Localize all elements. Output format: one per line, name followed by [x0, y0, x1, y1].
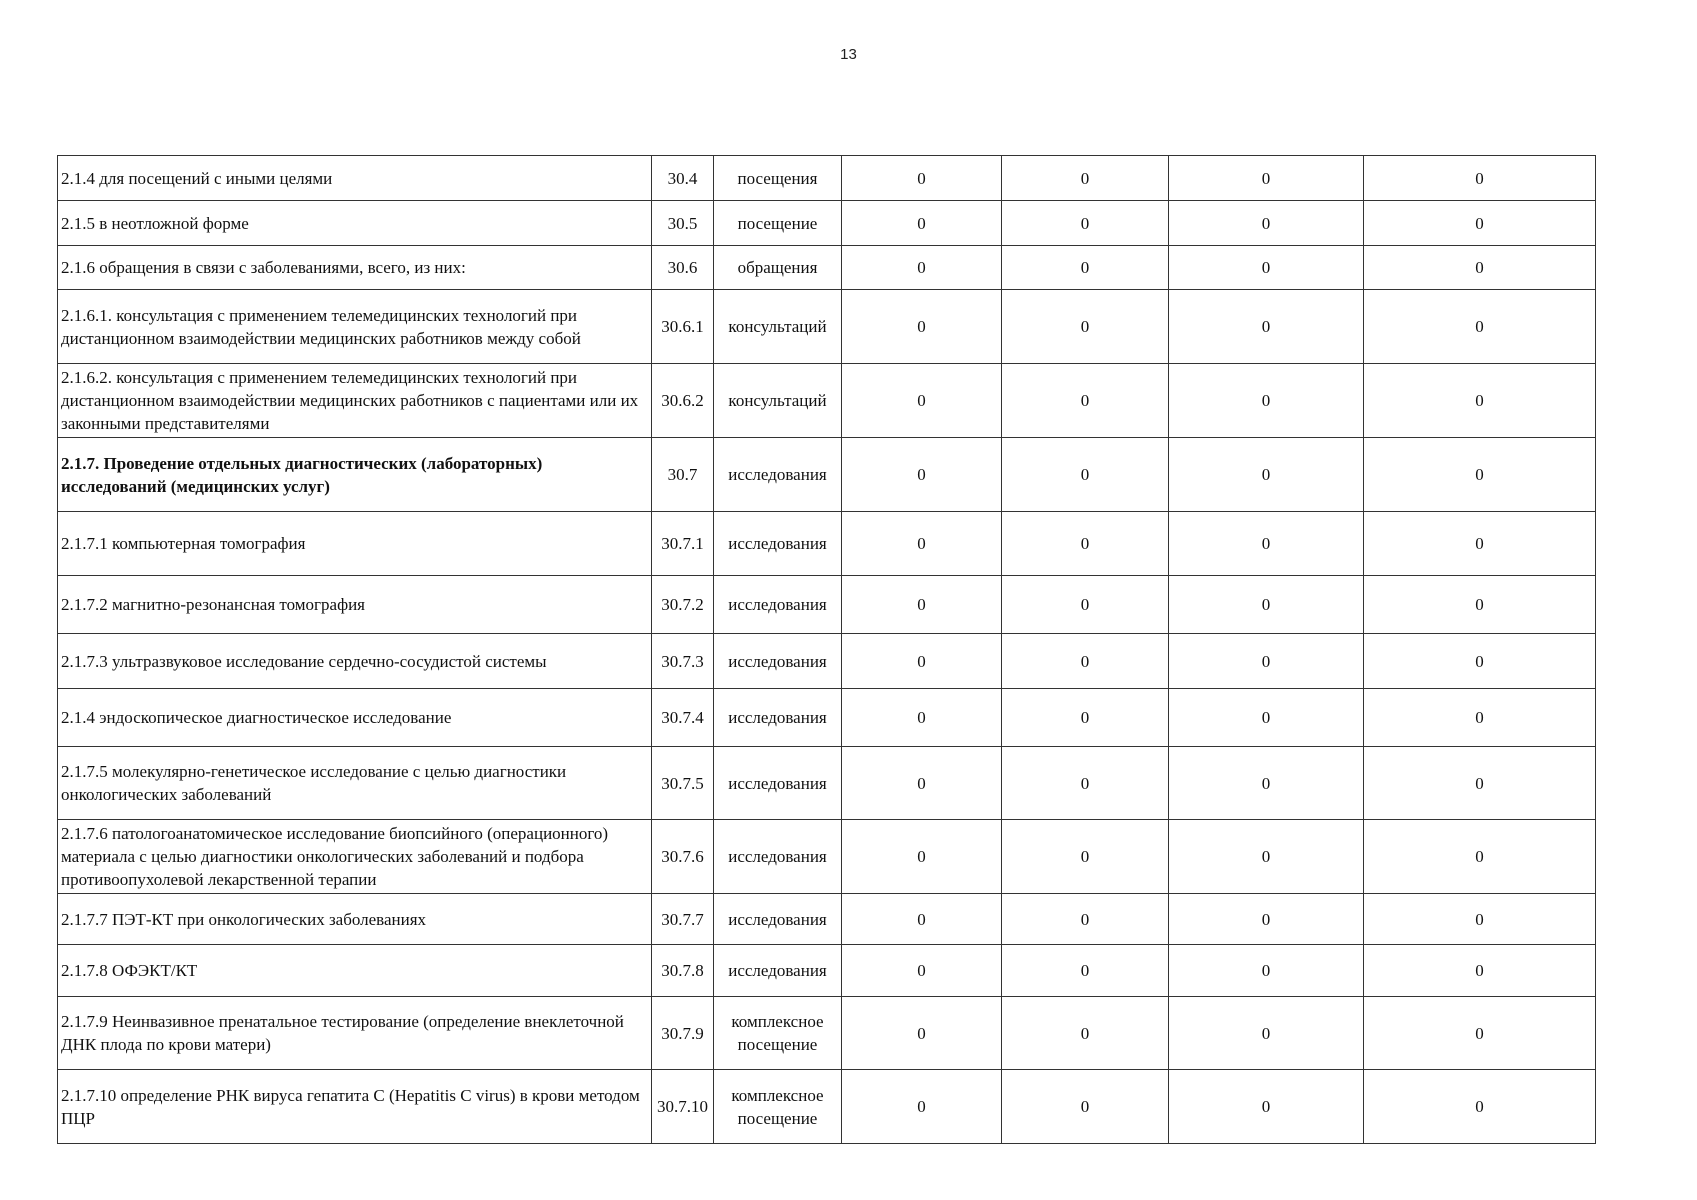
row-value-cell: 0 — [842, 246, 1002, 290]
row-name-cell: 2.1.7.10 определение РНК вируса гепатита С (Hepatitis C virus) в крови методом ПЦР — [58, 1070, 652, 1144]
row-value-cell: 0 — [842, 201, 1002, 246]
row-code-cell: 30.7.7 — [652, 894, 714, 945]
row-value-cell: 0 — [1169, 1070, 1364, 1144]
row-code-cell: 30.7.2 — [652, 576, 714, 634]
row-code-cell: 30.7.6 — [652, 820, 714, 894]
row-value-cell: 0 — [1002, 634, 1169, 689]
table-row — [58, 894, 1596, 945]
row-code-cell: 30.6 — [652, 246, 714, 290]
row-code-cell: 30.7.4 — [652, 689, 714, 747]
row-unit-cell: консультаций — [714, 364, 842, 438]
row-name-cell: 2.1.6.2. консультация с применением телемедицинских технологий при дистанционном взаимодействии медицинских работников с пациентами или их законными представителями — [58, 364, 652, 438]
row-value-cell: 0 — [1364, 512, 1596, 576]
row-code-cell: 30.7.1 — [652, 512, 714, 576]
row-value-cell: 0 — [1169, 512, 1364, 576]
row-unit-cell: исследования — [714, 894, 842, 945]
row-value-cell: 0 — [1364, 747, 1596, 820]
table-row — [58, 634, 1596, 689]
row-name-cell: 2.1.7.8 ОФЭКТ/КТ — [58, 945, 652, 997]
data-table — [57, 155, 1596, 1144]
row-value-cell: 0 — [842, 997, 1002, 1070]
row-code-cell: 30.7 — [652, 438, 714, 512]
row-value-cell: 0 — [842, 634, 1002, 689]
row-unit-cell: исследования — [714, 576, 842, 634]
row-unit-cell: посещение — [714, 201, 842, 246]
row-unit-cell: комплексное посещение — [714, 1070, 842, 1144]
row-value-cell: 0 — [842, 512, 1002, 576]
row-value-cell: 0 — [842, 945, 1002, 997]
row-value-cell: 0 — [1002, 246, 1169, 290]
row-value-cell: 0 — [842, 576, 1002, 634]
row-value-cell: 0 — [842, 290, 1002, 364]
table-row — [58, 438, 1596, 512]
row-unit-cell: консультаций — [714, 290, 842, 364]
table-row — [58, 689, 1596, 747]
row-unit-cell: исследования — [714, 747, 842, 820]
row-value-cell: 0 — [1364, 820, 1596, 894]
table-row — [58, 246, 1596, 290]
row-value-cell: 0 — [842, 438, 1002, 512]
row-value-cell: 0 — [1002, 438, 1169, 512]
row-name-cell: 2.1.7.6 патологоанатомическое исследование биопсийного (операционного) материала с целью диагностики онкологических заболеваний и подбора противоопухолевой лекарственной терапии — [58, 820, 652, 894]
row-name-cell: 2.1.7. Проведение отдельных диагностических (лабораторных) исследований (медицинских услуг) — [58, 438, 652, 512]
row-unit-cell: обращения — [714, 246, 842, 290]
row-name-cell: 2.1.5 в неотложной форме — [58, 201, 652, 246]
table-row — [58, 201, 1596, 246]
row-value-cell: 0 — [1364, 201, 1596, 246]
row-value-cell: 0 — [1364, 438, 1596, 512]
row-code-cell: 30.7.9 — [652, 997, 714, 1070]
row-value-cell: 0 — [1002, 997, 1169, 1070]
table-row — [58, 364, 1596, 438]
row-value-cell: 0 — [1169, 201, 1364, 246]
table-row — [58, 997, 1596, 1070]
row-value-cell: 0 — [1364, 1070, 1596, 1144]
row-value-cell: 0 — [842, 820, 1002, 894]
table-row — [58, 945, 1596, 997]
row-value-cell: 0 — [1169, 576, 1364, 634]
table-row — [58, 747, 1596, 820]
row-value-cell: 0 — [1169, 997, 1364, 1070]
row-name-cell: 2.1.4 для посещений с иными целями — [58, 156, 652, 201]
table-row — [58, 512, 1596, 576]
row-unit-cell: исследования — [714, 689, 842, 747]
row-value-cell: 0 — [1364, 364, 1596, 438]
row-name-cell: 2.1.7.9 Неинвазивное пренатальное тестирование (определение внеклеточной ДНК плода по крови матери) — [58, 997, 652, 1070]
row-value-cell: 0 — [1002, 945, 1169, 997]
row-value-cell: 0 — [842, 894, 1002, 945]
row-unit-cell: посещения — [714, 156, 842, 201]
row-value-cell: 0 — [1169, 689, 1364, 747]
row-name-cell: 2.1.6 обращения в связи с заболеваниями, всего, из них: — [58, 246, 652, 290]
row-value-cell: 0 — [1002, 689, 1169, 747]
row-unit-cell: исследования — [714, 945, 842, 997]
row-value-cell: 0 — [1364, 156, 1596, 201]
row-code-cell: 30.4 — [652, 156, 714, 201]
page-number: 13 — [840, 46, 857, 63]
row-value-cell: 0 — [842, 747, 1002, 820]
row-value-cell: 0 — [842, 364, 1002, 438]
row-value-cell: 0 — [1002, 894, 1169, 945]
row-value-cell: 0 — [1169, 820, 1364, 894]
row-value-cell: 0 — [1002, 156, 1169, 201]
row-unit-cell: исследования — [714, 820, 842, 894]
table-row — [58, 1070, 1596, 1144]
row-name-cell: 2.1.7.5 молекулярно-генетическое исследование с целью диагностики онкологических заболеваний — [58, 747, 652, 820]
row-value-cell: 0 — [1002, 290, 1169, 364]
row-name-cell: 2.1.7.1 компьютерная томография — [58, 512, 652, 576]
row-value-cell: 0 — [1002, 364, 1169, 438]
row-name-cell: 2.1.4 эндоскопическое диагностическое исследование — [58, 689, 652, 747]
row-value-cell: 0 — [1364, 634, 1596, 689]
row-value-cell: 0 — [1364, 997, 1596, 1070]
row-value-cell: 0 — [1002, 201, 1169, 246]
row-value-cell: 0 — [1169, 894, 1364, 945]
row-value-cell: 0 — [1364, 290, 1596, 364]
row-value-cell: 0 — [1364, 576, 1596, 634]
row-value-cell: 0 — [1169, 156, 1364, 201]
row-code-cell: 30.7.3 — [652, 634, 714, 689]
row-value-cell: 0 — [1169, 945, 1364, 997]
row-value-cell: 0 — [1002, 512, 1169, 576]
table-row — [58, 576, 1596, 634]
row-value-cell: 0 — [1002, 747, 1169, 820]
row-unit-cell: исследования — [714, 438, 842, 512]
row-unit-cell: исследования — [714, 634, 842, 689]
table-row — [58, 156, 1596, 201]
row-value-cell: 0 — [1169, 438, 1364, 512]
row-value-cell: 0 — [1002, 576, 1169, 634]
row-unit-cell: комплексное посещение — [714, 997, 842, 1070]
row-code-cell: 30.7.10 — [652, 1070, 714, 1144]
row-value-cell: 0 — [1169, 246, 1364, 290]
row-value-cell: 0 — [1169, 290, 1364, 364]
row-name-cell: 2.1.7.3 ультразвуковое исследование сердечно-сосудистой системы — [58, 634, 652, 689]
row-value-cell: 0 — [842, 689, 1002, 747]
row-code-cell: 30.7.5 — [652, 747, 714, 820]
row-value-cell: 0 — [1169, 747, 1364, 820]
row-unit-cell: исследования — [714, 512, 842, 576]
row-value-cell: 0 — [842, 156, 1002, 201]
row-code-cell: 30.7.8 — [652, 945, 714, 997]
table-row — [58, 290, 1596, 364]
row-name-cell: 2.1.7.2 магнитно-резонансная томография — [58, 576, 652, 634]
row-name-cell: 2.1.6.1. консультация с применением телемедицинских технологий при дистанционном взаимодействии медицинских работников между собой — [58, 290, 652, 364]
table-row — [58, 820, 1596, 894]
row-value-cell: 0 — [1002, 820, 1169, 894]
row-code-cell: 30.6.2 — [652, 364, 714, 438]
row-value-cell: 0 — [1364, 689, 1596, 747]
row-value-cell: 0 — [1002, 1070, 1169, 1144]
row-name-cell: 2.1.7.7 ПЭТ-КТ при онкологических заболеваниях — [58, 894, 652, 945]
row-value-cell: 0 — [1364, 246, 1596, 290]
row-value-cell: 0 — [1169, 364, 1364, 438]
row-value-cell: 0 — [1364, 945, 1596, 997]
row-value-cell: 0 — [1169, 634, 1364, 689]
row-code-cell: 30.5 — [652, 201, 714, 246]
row-value-cell: 0 — [842, 1070, 1002, 1144]
table-body — [58, 156, 1596, 1144]
row-code-cell: 30.6.1 — [652, 290, 714, 364]
row-value-cell: 0 — [1364, 894, 1596, 945]
